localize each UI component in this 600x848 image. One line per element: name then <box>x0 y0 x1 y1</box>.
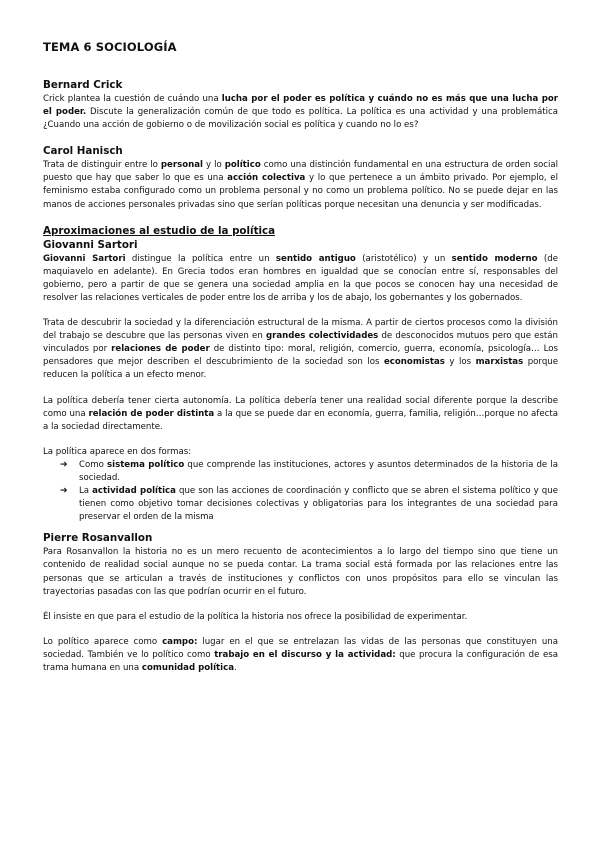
text-run: Trata de descubrir la sociedad y la diferenciación estructural de la misma. A partir de ciertos procesos como la división del trabajo se descubre que las personas viven en <box>43 318 558 342</box>
bold-text: marxistas <box>475 357 524 368</box>
list-item <box>60 459 559 485</box>
bold-text: grandes colectividades <box>265 331 379 342</box>
text-run: Él insiste en que para el estudio de la política la historia nos ofrece la posibilidad de experimentar. <box>43 611 468 622</box>
paragraph <box>43 93 558 132</box>
text-run: Crick plantea la cuestión de cuándo una <box>43 94 222 104</box>
text-run: La <box>79 486 93 497</box>
text-run: La política debería tener cierta autonomía. La política debería tener una realidad social diferente porque la describe como una <box>43 395 558 419</box>
text-run: que son las acciones de coordinación y conflicto que se abren el sistema político y que tienen como objetivo tomar decisiones colectivas y obligatorias para los integrantes de una sociedad para preservar el orden de la misma <box>79 486 558 523</box>
arrow-right-icon: ➔ <box>60 459 68 470</box>
bold-text: economistas <box>383 357 445 368</box>
text-run: a la que se puede dar en economía, guerra, familia, religión…porque no afecta a la sociedad directamente. <box>43 408 558 432</box>
text-run: . <box>234 663 237 673</box>
bold-text: relaciones de poder <box>111 344 210 355</box>
bold-text: relación de poder distinta <box>88 408 215 419</box>
bold-text: campo: <box>162 636 198 647</box>
section-heading-aproximaciones: Aproximaciones al estudio de la política <box>43 224 276 237</box>
subheading-sartori: Giovanni Sartori <box>43 238 138 251</box>
paragraph <box>43 317 558 382</box>
bold-text: trabajo en el discurso y la actividad: <box>214 649 396 660</box>
bold-text: actividad política <box>92 486 176 497</box>
bold-text: sistema político <box>107 459 185 470</box>
text-run: Discute la generalización común de que todo es política. La política es una actividad y una problemática ¿Cuando una acción de gobierno o de movilización social es política y cuando no lo es? <box>43 107 558 131</box>
text-run: Lo político aparece como <box>43 636 163 647</box>
text-run: distingue la política entre un <box>125 253 276 264</box>
text-run: Trata de distinguir entre lo <box>43 160 161 171</box>
text-run: porque reducen la política a un efecto menor. <box>43 357 559 381</box>
document-page <box>43 40 558 675</box>
text-run: lugar en el que se entrelazan las vidas de las personas que constituyen una sociedad. También ve lo político como <box>43 636 558 660</box>
list-item <box>60 485 558 524</box>
bold-text: lucha por el poder es política y cuándo no es más que una lucha por el poder. <box>43 94 558 118</box>
text-run: La política aparece en dos formas: <box>43 446 192 457</box>
bold-text: sentido antiguo <box>275 253 356 264</box>
page-title: TEMA 6 SOCIOLOGÍA <box>43 40 177 54</box>
text-run: de desconocidos mutuos pero que están vinculados por <box>43 331 558 355</box>
text-run: y lo <box>202 160 225 171</box>
text-run: de distinto tipo: moral, religión, comercio, guerra, economía, psicología… Los pensadores que mejor describen el descubrimiento de la sociedad son los <box>43 344 558 368</box>
text-run: Como <box>79 459 108 470</box>
section-heading-crick: Bernard Crick <box>43 79 123 91</box>
bold-text: político <box>224 160 261 171</box>
paragraph <box>43 253 558 305</box>
paragraph <box>43 395 558 434</box>
paragraph <box>43 446 558 459</box>
text-run: (de maquiavelo en adelante). En Grecia todos eran hombres en igualdad que se conocían entre sí, responsables del gobierno, pero a partir de que se genera una sociedad amplia en la que pocos se conocen hay una necesidad de resolver las relaciones verticales de poder entre los de arriba y los de abajo, los gobernantes y los gobernados. <box>43 253 559 303</box>
bold-text: Giovanni Sartori <box>43 253 126 264</box>
bold-text: acción colectiva <box>227 173 306 184</box>
text-run: y los <box>444 357 476 368</box>
text-run: que procura la configuración de esa trama humana en una <box>43 649 558 673</box>
paragraph <box>43 636 558 675</box>
text-run: como una distinción fundamental en una estructura de orden social puesto que hay que saber lo que es una <box>43 160 558 184</box>
section-heading-rosanvallon: Pierre Rosanvallon <box>43 532 153 545</box>
text-run: y lo que pertenece a un ámbito privado. Por ejemplo, el feminismo estaba configurado como un problema personal y no como un problema político. No se puede dejar en las manos de acciones personales privadas sino que serían políticas porque necesitan una denuncia y ser modificadas. <box>43 173 558 210</box>
section-heading-hanisch: Carol Hanisch <box>43 145 123 158</box>
bold-text: comunidad política <box>141 663 234 673</box>
paragraph <box>43 546 558 598</box>
bullet-list <box>43 459 558 524</box>
paragraph <box>43 159 558 211</box>
arrow-right-icon: ➔ <box>60 486 68 497</box>
text-run: que comprende las instituciones, actores y asuntos determinados de la historia de la sociedad. <box>79 459 559 483</box>
text-run: (aristotélico) y un <box>355 253 452 264</box>
bold-text: personal <box>160 160 203 171</box>
paragraph <box>43 611 558 624</box>
text-run: Para Rosanvallon la historia no es un mero recuento de acontecimientos a lo largo del tiempo sino que tiene un contenido de realidad social aunque no se pueda contar. La trama social está formada por las relaciones entre las personas que se articulan a través de instituciones y conflictos con unos propósitos para ello se vinculan las trayectorias pasadas con las que podrían ocurrir en el futuro. <box>43 547 558 597</box>
bold-text: sentido moderno <box>451 253 538 264</box>
